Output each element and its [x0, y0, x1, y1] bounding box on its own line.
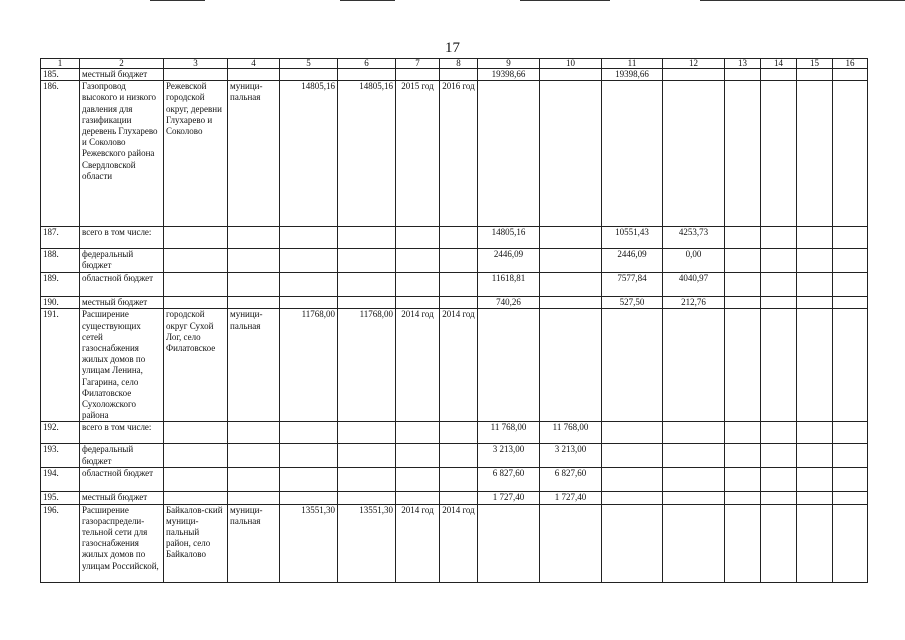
cell-c5: 11768,00: [280, 309, 338, 422]
cell-name: местный бюджет: [80, 297, 164, 309]
cell-c10: 6 827,60: [540, 468, 602, 492]
cell-empty: [797, 81, 833, 227]
cell-c9: 11618,81: [478, 273, 540, 297]
cell-c7: [396, 422, 440, 444]
cell-no: 189.: [41, 273, 80, 297]
cell-c9: 11 768,00: [478, 422, 540, 444]
cell-c6: 14805,16: [338, 81, 396, 227]
column-header: 8: [440, 59, 478, 69]
cell-no: 195.: [41, 492, 80, 504]
cell-empty: [833, 273, 868, 297]
cell-where: [164, 227, 228, 249]
cell-no: 192.: [41, 422, 80, 444]
cell-empty: [761, 227, 797, 249]
cell-c6: [338, 249, 396, 273]
cell-c9: [478, 309, 540, 422]
cell-name: федеральный бюджет: [80, 444, 164, 468]
cell-c6: [338, 227, 396, 249]
table-row: [41, 422, 868, 444]
cell-c8: [440, 492, 478, 504]
cell-c6: 11768,00: [338, 309, 396, 422]
cell-c9: 2446,09: [478, 249, 540, 273]
cell-kind: муници-пальная: [228, 81, 280, 227]
cell-c11: 527,50: [602, 297, 663, 309]
cell-empty: [761, 273, 797, 297]
cell-where: [164, 69, 228, 81]
cell-c10: [540, 504, 602, 582]
cell-kind: [228, 444, 280, 468]
cell-c12: 212,76: [663, 297, 725, 309]
column-header: 13: [725, 59, 761, 69]
column-header: 15: [797, 59, 833, 69]
cell-c11: [602, 504, 663, 582]
cell-c10: 3 213,00: [540, 444, 602, 468]
cell-c9: [478, 81, 540, 227]
cell-c6: [338, 468, 396, 492]
cell-c9: 1 727,40: [478, 492, 540, 504]
column-header: 7: [396, 59, 440, 69]
column-header: 6: [338, 59, 396, 69]
cell-c9: 6 827,60: [478, 468, 540, 492]
cell-where: Байкалов-ский муници-пальный район, село Байкалово: [164, 504, 228, 582]
cell-c7: 2014 год: [396, 504, 440, 582]
cell-no: 194.: [41, 468, 80, 492]
column-header: 9: [478, 59, 540, 69]
cell-c10: [540, 273, 602, 297]
cell-empty: [797, 227, 833, 249]
cell-c7: [396, 227, 440, 249]
cell-empty: [761, 69, 797, 81]
cell-empty: [833, 422, 868, 444]
cell-empty: [833, 227, 868, 249]
cell-empty: [833, 69, 868, 81]
cell-empty: [725, 444, 761, 468]
column-header: 11: [602, 59, 663, 69]
cell-kind: [228, 69, 280, 81]
cell-empty: [761, 249, 797, 273]
cell-c5: 14805,16: [280, 81, 338, 227]
cell-c6: [338, 422, 396, 444]
cell-c8: [440, 249, 478, 273]
cell-c12: [663, 69, 725, 81]
page-number: 17: [445, 40, 460, 56]
cell-kind: муници-пальная: [228, 504, 280, 582]
cell-empty: [725, 249, 761, 273]
cell-name: всего в том числе:: [80, 227, 164, 249]
column-header: 14: [761, 59, 797, 69]
cell-c7: [396, 492, 440, 504]
cell-empty: [761, 422, 797, 444]
cell-c12: [663, 422, 725, 444]
cell-empty: [761, 297, 797, 309]
cell-c8: [440, 273, 478, 297]
cell-no: 185.: [41, 69, 80, 81]
cell-empty: [797, 468, 833, 492]
cell-c12: [663, 504, 725, 582]
cell-c12: 0,00: [663, 249, 725, 273]
cell-c9: 740,26: [478, 297, 540, 309]
cell-c9: 3 213,00: [478, 444, 540, 468]
cell-c7: [396, 444, 440, 468]
cell-empty: [797, 249, 833, 273]
cell-c6: [338, 273, 396, 297]
cell-empty: [725, 422, 761, 444]
cell-c8: [440, 444, 478, 468]
cell-name: федеральный бюджет: [80, 249, 164, 273]
table-row: [41, 69, 868, 81]
cell-c7: 2015 год: [396, 81, 440, 227]
cell-c10: [540, 297, 602, 309]
table-row: [41, 504, 868, 582]
cell-c12: 4253,73: [663, 227, 725, 249]
cell-empty: [725, 297, 761, 309]
cell-kind: [228, 249, 280, 273]
cell-no: 191.: [41, 309, 80, 422]
cell-where: [164, 444, 228, 468]
table-row: [41, 249, 868, 273]
cell-c11: [602, 444, 663, 468]
cell-empty: [761, 81, 797, 227]
cell-where: [164, 468, 228, 492]
cell-c5: [280, 297, 338, 309]
cell-empty: [797, 422, 833, 444]
cell-no: 187.: [41, 227, 80, 249]
cell-kind: [228, 422, 280, 444]
cell-name: областной бюджет: [80, 468, 164, 492]
cell-empty: [725, 227, 761, 249]
cell-c8: 2014 год: [440, 309, 478, 422]
cell-c8: [440, 422, 478, 444]
cell-name: Расширение газораспредели-тельной сети для газоснабжения жилых домов по улицам Российской,: [80, 504, 164, 582]
cell-name: всего в том числе:: [80, 422, 164, 444]
cell-empty: [725, 309, 761, 422]
column-header: 10: [540, 59, 602, 69]
cell-kind: [228, 468, 280, 492]
cell-c6: [338, 492, 396, 504]
cell-where: городской округ Сухой Лог, село Филатовское: [164, 309, 228, 422]
cell-c9: 19398,66: [478, 69, 540, 81]
cell-empty: [725, 468, 761, 492]
column-header-row: [41, 59, 868, 69]
cell-no: 188.: [41, 249, 80, 273]
cell-empty: [761, 309, 797, 422]
cell-c5: [280, 492, 338, 504]
column-header: 12: [663, 59, 725, 69]
cell-empty: [725, 492, 761, 504]
cell-name: Расширение существующих сетей газоснабжения жилых домов по улицам Ленина, Гагарина, село Филатовское Сухоложского района: [80, 309, 164, 422]
cell-c11: 7577,84: [602, 273, 663, 297]
table-body: [41, 59, 868, 583]
cell-where: Режевской городской округ, деревни Глухарево и Соколово: [164, 81, 228, 227]
cell-empty: [797, 444, 833, 468]
cell-empty: [833, 249, 868, 273]
cell-no: 196.: [41, 504, 80, 582]
cell-c11: 19398,66: [602, 69, 663, 81]
cell-c10: 11 768,00: [540, 422, 602, 444]
cell-c6: 13551,30: [338, 504, 396, 582]
cell-empty: [797, 504, 833, 582]
table-row: [41, 273, 868, 297]
cell-c8: [440, 297, 478, 309]
cell-c10: [540, 249, 602, 273]
cell-where: [164, 492, 228, 504]
budget-table: [40, 58, 868, 583]
cell-c10: [540, 69, 602, 81]
cell-c12: [663, 468, 725, 492]
cell-where: [164, 297, 228, 309]
cell-c8: [440, 227, 478, 249]
cell-c7: [396, 249, 440, 273]
cell-empty: [797, 309, 833, 422]
cell-c5: [280, 69, 338, 81]
table-row: [41, 492, 868, 504]
cell-c7: [396, 69, 440, 81]
cell-c9: 14805,16: [478, 227, 540, 249]
cell-c5: 13551,30: [280, 504, 338, 582]
cell-empty: [725, 69, 761, 81]
cell-c7: [396, 468, 440, 492]
cell-empty: [725, 273, 761, 297]
cell-c11: [602, 492, 663, 504]
column-header: 3: [164, 59, 228, 69]
cell-no: 190.: [41, 297, 80, 309]
cell-c5: [280, 249, 338, 273]
top-scan-rules: [0, 0, 905, 6]
cell-c5: [280, 422, 338, 444]
cell-c11: 2446,09: [602, 249, 663, 273]
cell-empty: [725, 81, 761, 227]
cell-no: 193.: [41, 444, 80, 468]
cell-c7: [396, 297, 440, 309]
cell-kind: муници-пальная: [228, 309, 280, 422]
cell-c5: [280, 444, 338, 468]
column-header: 2: [80, 59, 164, 69]
table-row: [41, 297, 868, 309]
cell-empty: [761, 492, 797, 504]
cell-kind: [228, 492, 280, 504]
cell-kind: [228, 227, 280, 249]
cell-empty: [797, 273, 833, 297]
cell-c10: [540, 309, 602, 422]
cell-c10: [540, 81, 602, 227]
cell-empty: [833, 444, 868, 468]
cell-c11: [602, 422, 663, 444]
cell-c12: [663, 309, 725, 422]
cell-c6: [338, 69, 396, 81]
cell-empty: [833, 468, 868, 492]
cell-empty: [833, 81, 868, 227]
cell-c8: 2014 год: [440, 504, 478, 582]
cell-c11: [602, 468, 663, 492]
cell-c5: [280, 468, 338, 492]
cell-c8: [440, 468, 478, 492]
cell-no: 186.: [41, 81, 80, 227]
cell-c12: 4040,97: [663, 273, 725, 297]
column-header: 4: [228, 59, 280, 69]
cell-c5: [280, 273, 338, 297]
cell-name: местный бюджет: [80, 492, 164, 504]
cell-c12: [663, 444, 725, 468]
cell-empty: [833, 309, 868, 422]
table-row: [41, 468, 868, 492]
cell-c6: [338, 297, 396, 309]
cell-empty: [833, 297, 868, 309]
cell-empty: [761, 444, 797, 468]
cell-empty: [797, 492, 833, 504]
cell-name: местный бюджет: [80, 69, 164, 81]
table-row: [41, 227, 868, 249]
cell-c11: [602, 81, 663, 227]
cell-c6: [338, 444, 396, 468]
table-row: [41, 309, 868, 422]
cell-where: [164, 273, 228, 297]
cell-empty: [833, 504, 868, 582]
cell-c10: [540, 227, 602, 249]
cell-name: областной бюджет: [80, 273, 164, 297]
cell-c8: 2016 год: [440, 81, 478, 227]
cell-c12: [663, 492, 725, 504]
cell-empty: [797, 69, 833, 81]
cell-where: [164, 249, 228, 273]
cell-c11: [602, 309, 663, 422]
column-header: 1: [41, 59, 80, 69]
cell-empty: [761, 504, 797, 582]
cell-c8: [440, 69, 478, 81]
cell-empty: [725, 504, 761, 582]
cell-empty: [761, 468, 797, 492]
cell-c11: 10551,43: [602, 227, 663, 249]
cell-where: [164, 422, 228, 444]
column-header: 16: [833, 59, 868, 69]
cell-name: Газопровод высокого и низкого давления для газификации деревень Глухарево и Соколово Режевского района Свердловской области: [80, 81, 164, 227]
cell-c9: [478, 504, 540, 582]
cell-c7: [396, 273, 440, 297]
cell-empty: [833, 492, 868, 504]
table-row: [41, 444, 868, 468]
column-header: 5: [280, 59, 338, 69]
cell-empty: [797, 297, 833, 309]
cell-c7: 2014 год: [396, 309, 440, 422]
cell-kind: [228, 297, 280, 309]
cell-c12: [663, 81, 725, 227]
table-row: [41, 81, 868, 227]
cell-c5: [280, 227, 338, 249]
cell-kind: [228, 273, 280, 297]
cell-c10: 1 727,40: [540, 492, 602, 504]
